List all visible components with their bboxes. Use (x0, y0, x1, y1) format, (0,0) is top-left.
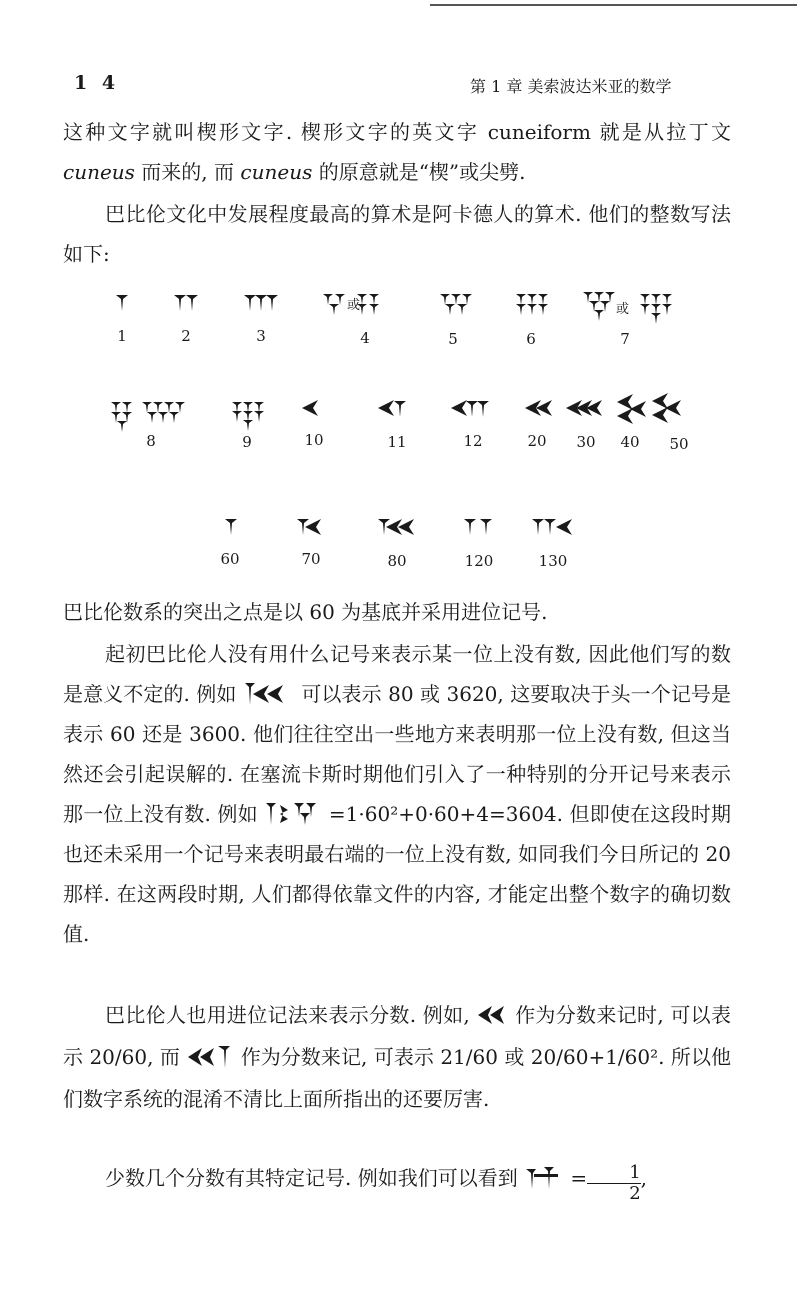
or-label-7: 或 (616, 302, 630, 317)
glyph-9 (232, 402, 264, 431)
glyph-8 (111, 402, 132, 432)
glyph-1 (116, 295, 128, 311)
label-7: 7 (620, 330, 630, 348)
label-50: 50 (669, 435, 689, 453)
label-12: 12 (463, 432, 483, 450)
label-40: 40 (620, 433, 640, 451)
glyph-20 (525, 400, 552, 416)
glyph-40 (617, 394, 646, 424)
paragraph-special-fractions: 少数几个分数有其特定记号. 例如我们可以看到 = $\frac{1}{2}$ , (105, 1162, 648, 1204)
glyph-80 (378, 519, 414, 535)
label-1: 1 (117, 327, 127, 345)
fraction-one-half: $\frac{1}{2}$ (587, 1163, 640, 1204)
glyph-70 (297, 519, 321, 535)
glyph-120 (464, 519, 492, 535)
glyph-50 (652, 393, 681, 423)
label-8: 8 (146, 432, 156, 450)
glyph-4a (323, 294, 345, 315)
glyph-130 (532, 519, 572, 535)
paragraph-fractions: 巴比伦人也用进位记法来表示分数. 例如, 作为分数来记时, 可以表示 20/60, 而 作为分数来记, 可表示 21/60 或 20/60+1/60². 所以他们数字系统的混淆不清比上面所指出的还要厉害. (63, 1003, 731, 1111)
cuneiform-20-inline (476, 1002, 508, 1028)
cuneiform-21-inline (186, 1044, 234, 1070)
glyph-2 (174, 295, 198, 311)
label-9: 9 (242, 433, 252, 451)
label-20: 20 (527, 432, 547, 450)
label-11: 11 (387, 433, 407, 451)
label-10: 10 (304, 431, 324, 449)
glyph-7b (640, 294, 672, 324)
glyph-12 (451, 400, 489, 417)
cuneiform-80-inline (243, 681, 295, 707)
label-4: 4 (360, 329, 370, 347)
label-120: 120 (464, 552, 494, 570)
or-label-4: 或 (347, 298, 361, 313)
cuneiform-numeral-figure (0, 280, 797, 580)
paragraph-cuneiform: 这种文字就叫楔形文字. 楔形文字的英文字 cuneiform 就是从拉丁文 cuneus 而来的, 而 cuneus 的原意就是“楔”或尖劈. (63, 120, 731, 184)
label-60: 60 (220, 550, 240, 568)
label-2: 2 (181, 327, 191, 345)
page-number: 1 4 (74, 72, 120, 94)
glyph-8b (142, 402, 185, 423)
glyph-6 (516, 294, 548, 315)
label-6: 6 (526, 330, 536, 348)
glyph-11 (378, 400, 406, 417)
cuneiform-half-inline (524, 1165, 564, 1191)
glyph-7a (583, 292, 615, 321)
glyph-10 (302, 400, 318, 416)
cuneiform-3604-inline (264, 801, 322, 827)
glyph-5 (440, 294, 472, 315)
label-80: 80 (387, 552, 407, 570)
top-rule (430, 4, 797, 6)
label-5: 5 (448, 330, 458, 348)
glyph-3 (244, 295, 278, 311)
label-130: 130 (538, 552, 568, 570)
cuneiform-glyphs (0, 280, 797, 580)
paragraph-base60: 巴比伦数系的突出之点是以 60 为基底并采用进位记号. (63, 600, 548, 624)
label-70: 70 (301, 550, 321, 568)
paragraph-zero-position: 起初巴比伦人没有用什么记号来表示某一位上没有数, 因此他们写的数是意义不定的. 例如 可以表示 80 或 3620, 这要取决于头一个记号是表示 60 还是 3600. 他们往往空出一些地方来表明那一位上没有数, 但这当然还会引起误解的. 在塞流卡斯时期他们引入了一种特别的分开记号来表示那一位上没有数. 例如 =1·60²+0·60+4=3604. 但即使在这段时期也还未采用一个记号来表明最右端的一位上没有数, 如同我们今日所记的 20 那样. 在这两段时期, 人们都得依靠文件的内容, 才能定出整个数字的确切数值. (63, 642, 731, 946)
label-30: 30 (576, 433, 596, 451)
running-head: 第 1 章 美索波达米亚的数学 (470, 77, 672, 96)
paragraph-akkadian: 巴比伦文化中发展程度最高的算术是阿卡德人的算术. 他们的整数写法如下: (63, 202, 731, 266)
glyph-4b (357, 294, 379, 315)
label-3: 3 (256, 327, 266, 345)
glyph-30 (566, 400, 602, 416)
glyph-60 (225, 519, 237, 535)
